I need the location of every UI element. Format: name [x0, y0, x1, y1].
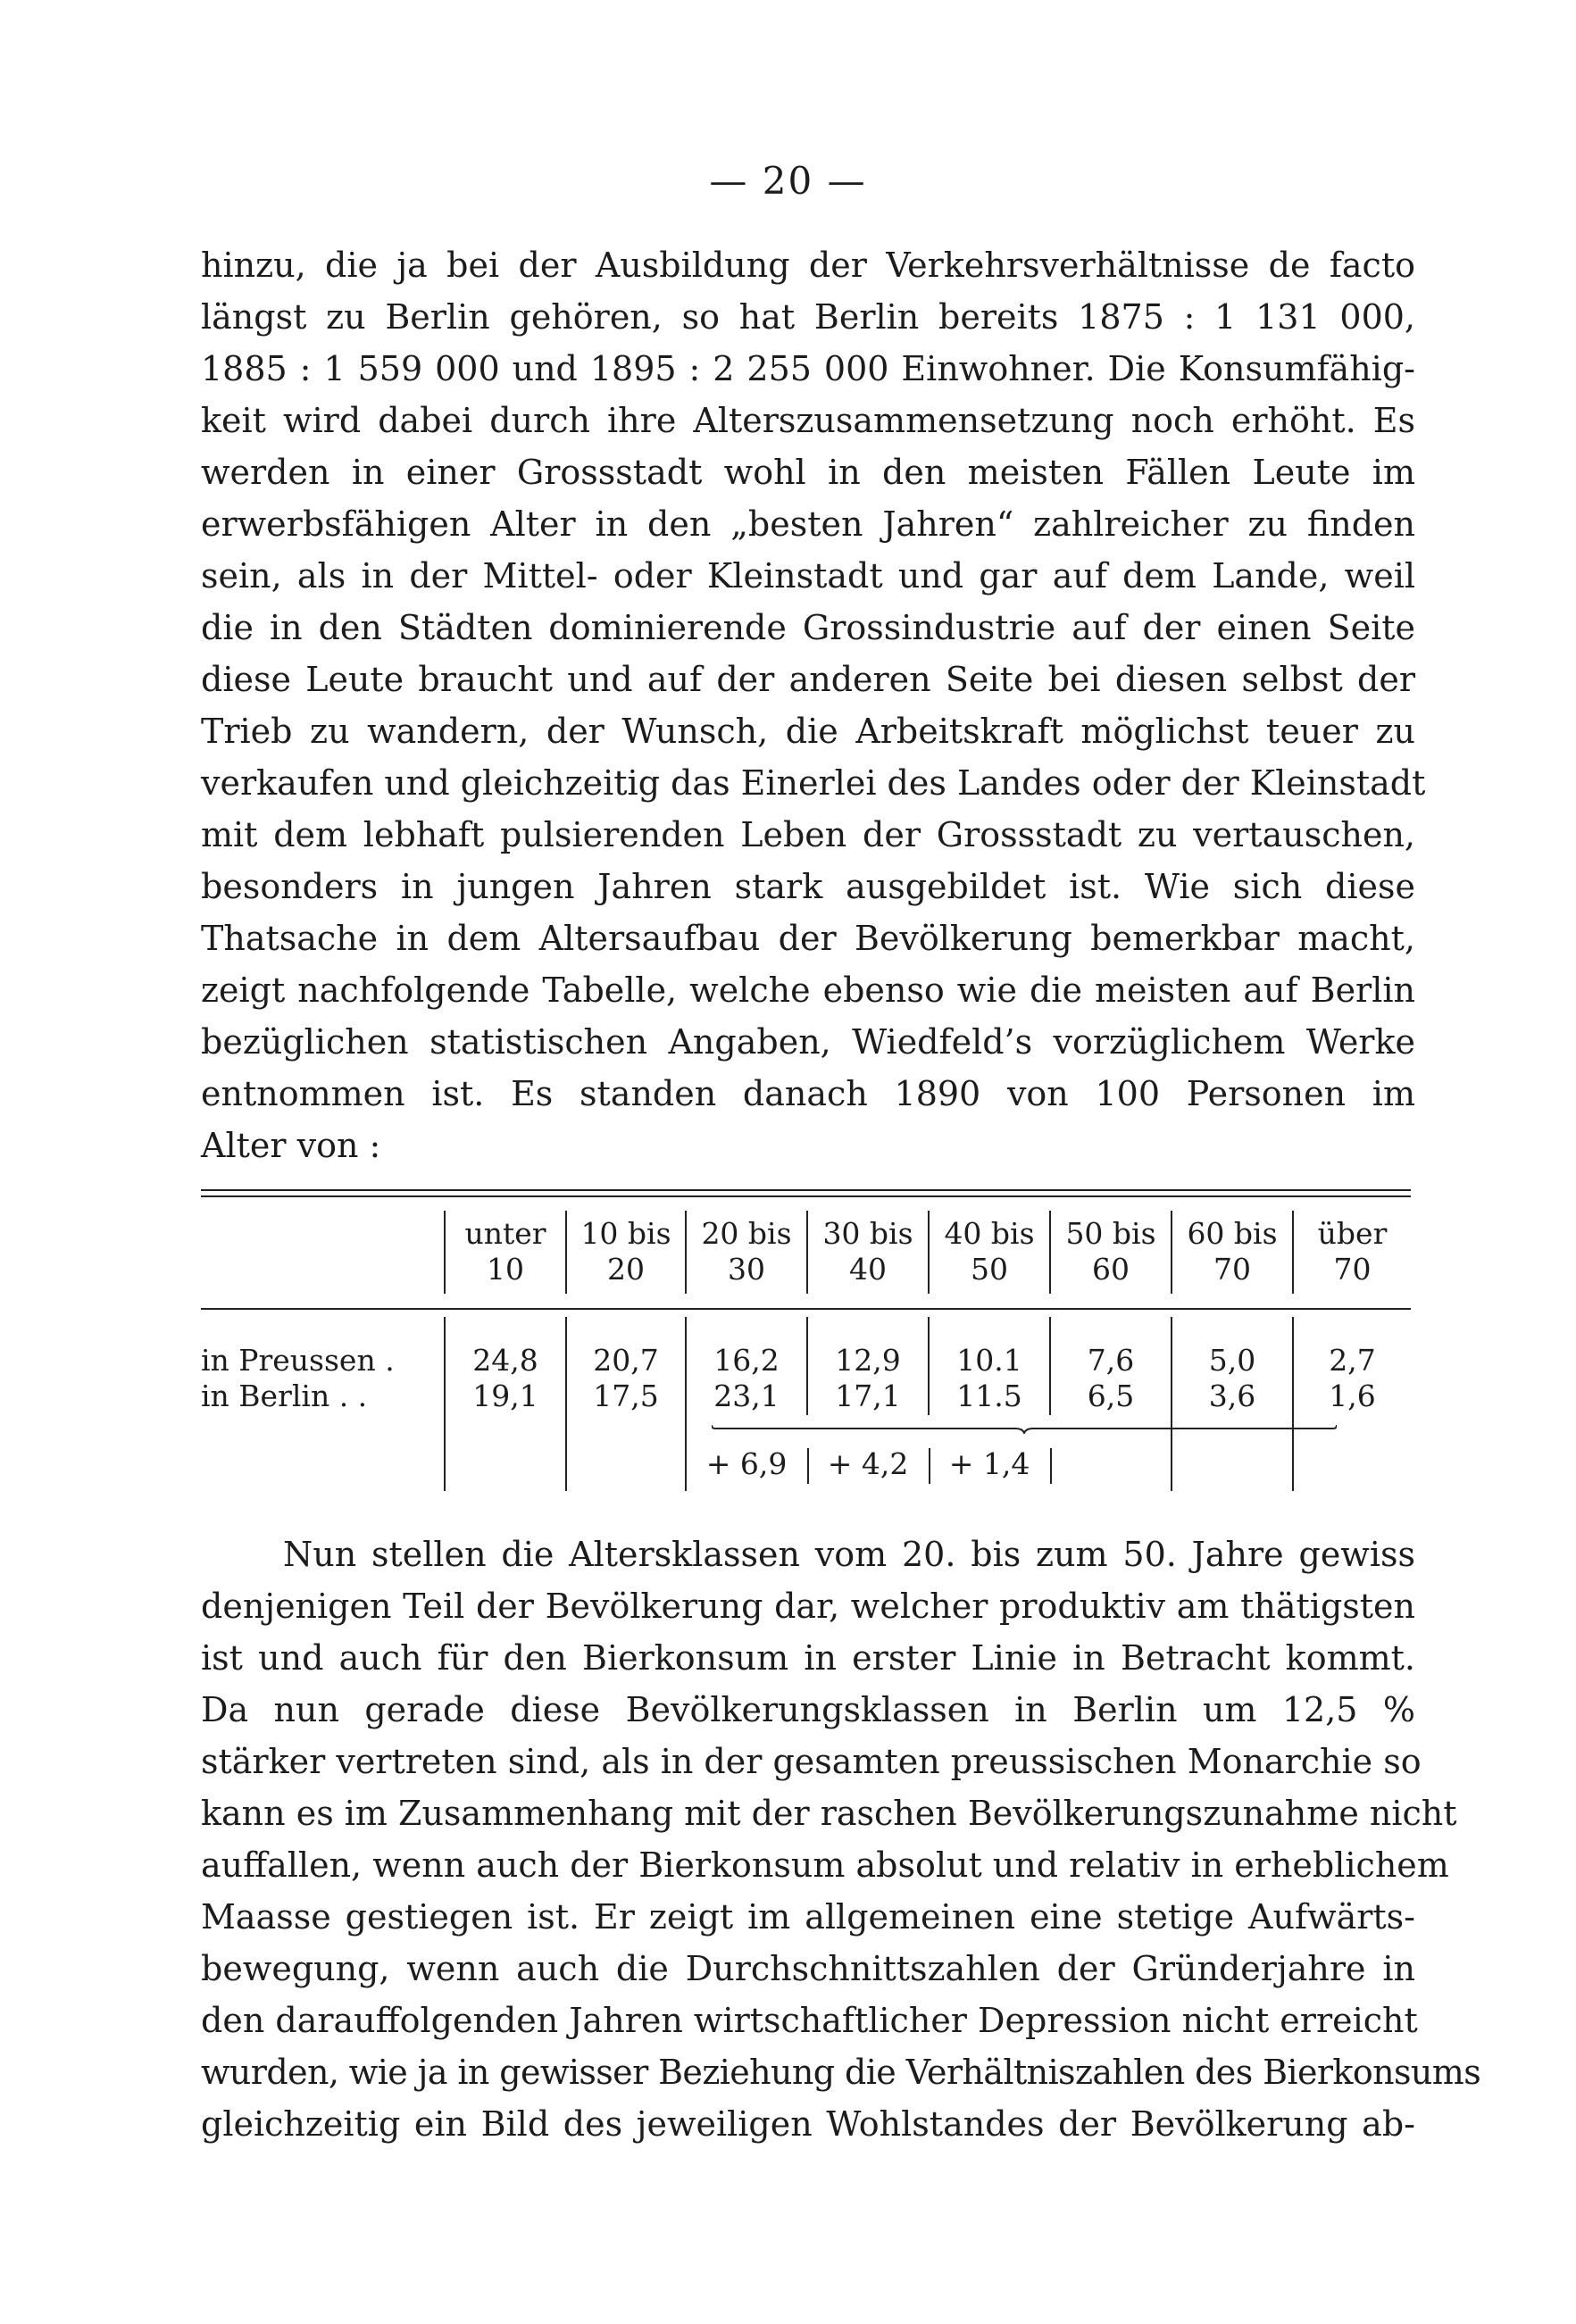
- text-line: den darauffolgenden Jahren wirtschaftlicher Depression nicht erreicht: [201, 2001, 1418, 2040]
- difference-value: + 1,4: [948, 1446, 1030, 1481]
- header-cell: 20 bis 30: [701, 1216, 792, 1287]
- table-cell: 10.1: [956, 1343, 1022, 1378]
- table-cell: 11.5: [956, 1379, 1022, 1413]
- text-line: 1885 : 1 559 000 und 1895 : 2 255 000 Einwohner. Die Konsumfähig-: [201, 349, 1415, 388]
- table-cell: 5,0: [1208, 1343, 1256, 1378]
- text-line: Da nun gerade diese Bevölkerungsklassen in Berlin um 12,5 %: [201, 1690, 1415, 1729]
- text-line: wurden, wie ja in gewisser Beziehung die Verhältniszahlen des Bierkonsums: [201, 2053, 1481, 2092]
- grouping-brace: [712, 1423, 1337, 1434]
- header-cell: 60 bis 70: [1187, 1216, 1278, 1287]
- text-line: diese Leute braucht und auf der anderen Seite bei diesen selbst der: [201, 660, 1415, 699]
- difference-value: + 4,2: [827, 1446, 909, 1481]
- row-label: in Berlin . .: [201, 1379, 368, 1413]
- text-line: sein, als in der Mittel- oder Kleinstadt und gar auf dem Lande, weil: [201, 556, 1415, 596]
- header-cell: über 70: [1317, 1216, 1388, 1287]
- header-cell: 30 bis 40: [822, 1216, 913, 1287]
- text-line: mit dem lebhaft pulsierenden Leben der Grossstadt zu vertauschen,: [201, 815, 1415, 854]
- text-line: bewegung, wenn auch die Durchschnittszahlen der Gründerjahre in: [201, 1949, 1415, 1988]
- paragraph-1: [201, 239, 1426, 1171]
- text-line: auffallen, wenn auch der Bierkonsum absolut und relativ in erheblichem: [201, 1845, 1449, 1885]
- difference-value: + 6,9: [705, 1446, 788, 1481]
- text-line: keit wird dabei durch ihre Alterszusammensetzung noch erhöht. Es: [201, 401, 1415, 440]
- table-top-rule-inner: [201, 1195, 1411, 1197]
- table-cell: 16,2: [713, 1343, 780, 1378]
- table-cell: 1,6: [1329, 1379, 1376, 1413]
- text-line: bezüglichen statistischen Angaben, Wiedfeld’s vorzüglichem Werke: [201, 1022, 1415, 1062]
- text-line: Alter von :: [201, 1126, 381, 1165]
- text-line: Nun stellen die Altersklassen vom 20. bis zum 50. Jahre gewiss: [283, 1535, 1415, 1574]
- row-label: in Preussen .: [201, 1343, 395, 1378]
- text-line: Thatsache in dem Altersaufbau der Bevölkerung bemerkbar macht,: [201, 919, 1415, 958]
- table-cell: 3,6: [1208, 1379, 1256, 1413]
- text-line: werden in einer Grossstadt wohl in den meisten Fällen Leute im: [201, 453, 1415, 492]
- table-cell: 24,8: [472, 1343, 538, 1378]
- table-cell: 20,7: [593, 1343, 659, 1378]
- header-cell: unter 10: [464, 1216, 546, 1287]
- table-top-rule: [201, 1189, 1411, 1191]
- column-divider: [1050, 1448, 1052, 1484]
- text-line: Maasse gestiegen ist. Er zeigt im allgemeinen eine stetige Aufwärts-: [201, 1897, 1415, 1937]
- table-cell: 23,1: [713, 1379, 780, 1413]
- text-line: hinzu, die ja bei der Ausbildung der Verkehrsverhältnisse de facto: [201, 246, 1415, 285]
- text-line: Trieb zu wandern, der Wunsch, die Arbeitskraft möglichst teuer zu: [201, 712, 1415, 751]
- header-cell: 50 bis 60: [1065, 1216, 1156, 1287]
- text-line: entnommen ist. Es standen danach 1890 von 100 Personen im: [201, 1074, 1415, 1113]
- table-cell: 17,1: [835, 1379, 901, 1413]
- text-line: verkaufen und gleichzeitig das Einerlei des Landes oder der Kleinstadt: [201, 763, 1426, 803]
- text-line: stärker vertreten sind, als in der gesamten preussischen Monarchie so: [201, 1742, 1422, 1781]
- table-cell: 17,5: [593, 1379, 659, 1413]
- text-line: gleichzeitig ein Bild des jeweiligen Wohlstandes der Bevölkerung ab-: [201, 2104, 1415, 2144]
- header-cell: 10 bis 20: [580, 1216, 671, 1287]
- age-distribution-table: [201, 1189, 1411, 1504]
- paragraph-2: [201, 1529, 1481, 2150]
- page-number: — 20 —: [709, 159, 867, 203]
- text-line: erwerbsfähigen Alter in den „besten Jahren“ zahlreicher zu finden: [201, 504, 1415, 544]
- text-line: längst zu Berlin gehören, so hat Berlin bereits 1875 : 1 131 000,: [201, 297, 1415, 337]
- header-cell: 40 bis 50: [944, 1216, 1035, 1287]
- table-cell: 12,9: [835, 1343, 901, 1378]
- table-cell: 19,1: [472, 1379, 538, 1413]
- text-line: ist und auch für den Bierkonsum in erster Linie in Betracht kommt.: [201, 1638, 1415, 1678]
- table-header-rule: [201, 1308, 1411, 1310]
- text-line: zeigt nachfolgende Tabelle, welche ebenso wie die meisten auf Berlin: [201, 970, 1415, 1010]
- text-line: denjenigen Teil der Bevölkerung dar, welcher produktiv am thätigsten: [201, 1587, 1415, 1626]
- table-cell: 7,6: [1087, 1343, 1135, 1378]
- text-line: die in den Städten dominierende Grossindustrie auf der einen Seite: [201, 608, 1415, 647]
- text-line: besonders in jungen Jahren stark ausgebildet ist. Wie sich diese: [201, 867, 1415, 906]
- table-cell: 6,5: [1087, 1379, 1135, 1413]
- table-cell: 2,7: [1329, 1343, 1376, 1378]
- text-line: kann es im Zusammenhang mit der raschen Bevölkerungszunahme nicht: [201, 1794, 1457, 1833]
